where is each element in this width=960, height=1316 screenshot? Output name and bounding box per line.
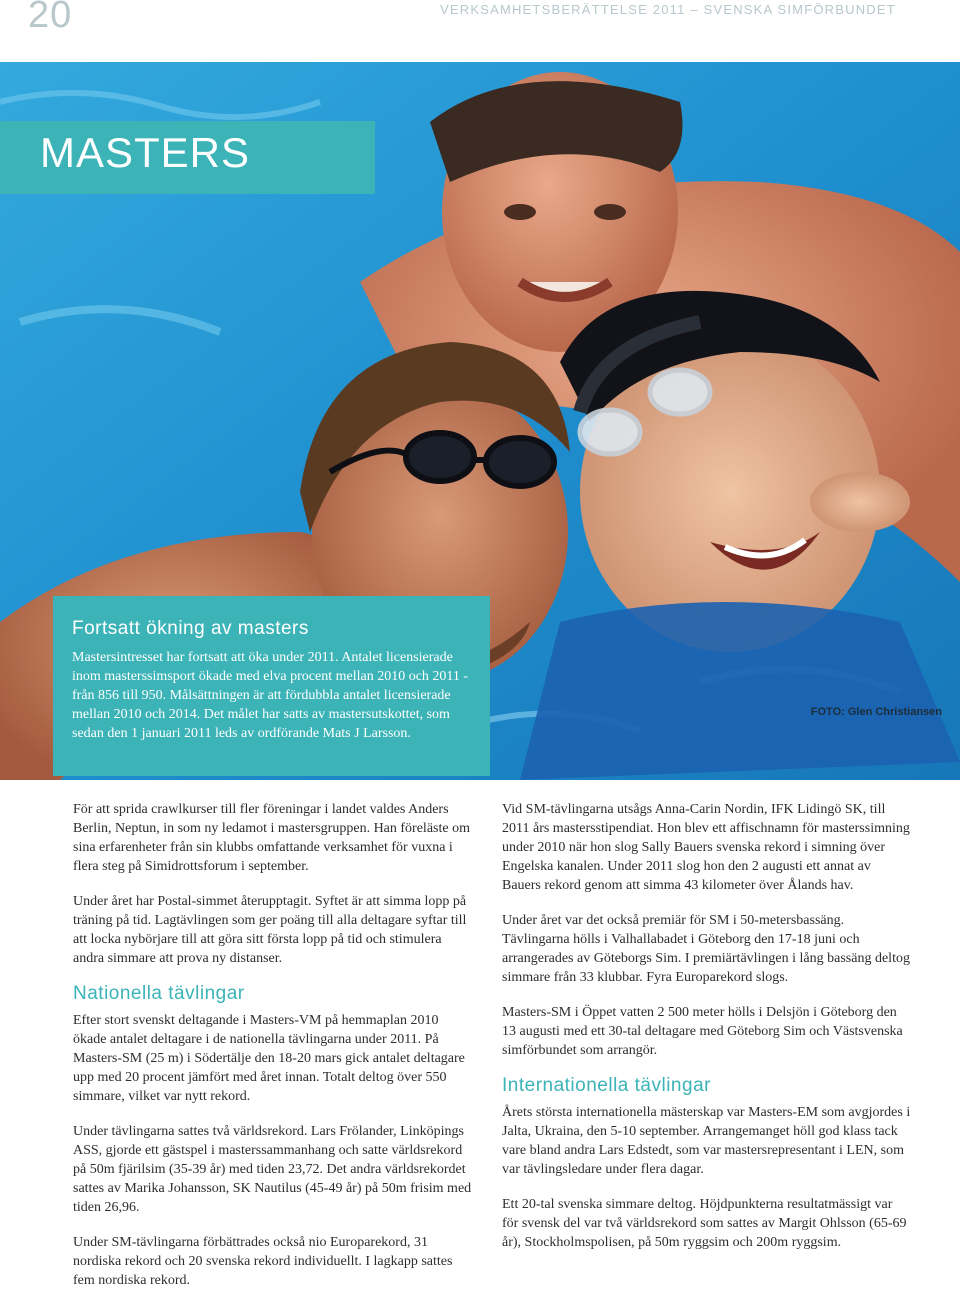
- page-title: MASTERS: [40, 129, 251, 176]
- photo-credit: FOTO: Glen Christiansen: [810, 706, 942, 718]
- right-paragraph-4: Årets största internationella mästerskap var Masters-EM som avgjordes i Jalta, Ukraina, den 5-10 september. Arrangemanget höll god klass tack vare bland andra Lars Edstedt, som var mastersrepresentant i LEN, som var tävlingsledare under flera dagar.: [502, 1105, 911, 1177]
- left-paragraph-4: Under tävlingarna sattes två världsrekord. Lars Frölander, Linköpings ASS, gjorde ett gästspel i masterssammanhang och satte världsrekord på 50m fjärilsim (35-39 år) med tiden 23,72. Det andra världsrekordet sattes av Marika Johansson, SK Nautilus (45-49 år) på 50m frisim med tiden 26,96.: [73, 1124, 472, 1215]
- left-paragraph-3: Efter stort svenskt deltagande i Masters-VM på hemmaplan 2010 ökade antalet deltagare i de nationella tävlingarna under 2011. På Masters-SM (25 m) i Södertälje den 18-20 mars gick antalet deltagare upp med 20 procent jämfört med året innan. Totalt deltog över 550 simmare, vilket var nytt rekord.: [73, 1013, 465, 1104]
- left-paragraph-1: För att sprida crawlkurser till fler föreningar i landet valdes Anders Berlin, Neptun, in som ny ledamot i mastersgruppen. Han föreläste om sina erfarenheter från sin klubbs omfattande verksamhet för vuxna i flera steg på Simidrottsforum i september.: [73, 802, 470, 874]
- intro-heading: Fortsatt ökning av masters: [72, 618, 309, 639]
- intro-text: Mastersintresset har fortsatt att öka under 2011. Antalet licensierade inom masterssimsport ökade med elva procent mellan 2010 och 2011 - från 856 till 950. Målsättningen är att fördubbla antalet licensierade mellan 2010 och 2014. Det målet har satts av mastersutskottet, som sedan den 1 januari 2011 leds av ordförande Mats J Larsson.: [72, 650, 469, 741]
- title-box: [0, 121, 375, 194]
- left-column: [73, 800, 475, 1306]
- page-number: 20: [28, 0, 73, 36]
- left-paragraph-2: Under året har Postal-simmet återupptagit. Syftet är att simma lopp på träning på tid. Lagtävlingen som ger poäng till alla deltagare syftar till att locka nybörjare till att göra sitt första lopp på tid och stimulera andra simmare att prova ny distanser.: [73, 894, 467, 966]
- right-paragraph-1: Vid SM-tävlingarna utsågs Anna-Carin Nordin, IFK Lidingö SK, till 2011 års mastersstipendiat. Hon blev ett affischnamn för masterssimning under 2010 när hon slog Sally Bauers svenska rekord i simning över Engelska kanalen. Under 2011 slog hon den 2 augusti ett annat av Bauers rekord genom att simma 43 kilometer över Ålands hav.: [502, 802, 910, 893]
- right-column: [502, 800, 912, 1268]
- intro-box: [53, 596, 490, 776]
- right-paragraph-5: Ett 20-tal svenska simmare deltog. Höjdpunkterna resultatmässigt var för svensk del var två världsrekord som sattes av Margit Ohlsson (65-69 år), Stockholmspolisen, på 50m ryggsim och 200m ryggsim.: [502, 1197, 907, 1250]
- section-heading-internationella: Internationella tävlingar: [502, 1075, 711, 1096]
- right-paragraph-2: Under året var det också premiär för SM i 50-metersbassäng. Tävlingarna hölls i Valhallabadet i Göteborg den 17-18 juni och arrangerades av Göteborgs Sim. I premiärtävlingen i lång bassäng deltog simmare från 33 klubbar. Fyra Europarekord slogs.: [502, 913, 910, 985]
- section-heading-nationella: Nationella tävlingar: [73, 983, 245, 1004]
- right-paragraph-3: Masters-SM i Öppet vatten 2 500 meter hölls i Delsjön i Göteborg den 13 augusti med ett 30-tal deltagare med Göteborg Sim och Västsvenska simförbundet som arrangör.: [502, 1005, 903, 1058]
- left-paragraph-5: Under SM-tävlingarna förbättrades också nio Europarekord, 31 nordiska rekord och 20 svenska rekord individuellt. I lagkapp sattes fem nordiska rekord.: [73, 1235, 453, 1288]
- running-header: VERKSAMHETSBERÄTTELSE 2011 – SVENSKA SIMFÖRBUNDET: [440, 2, 896, 17]
